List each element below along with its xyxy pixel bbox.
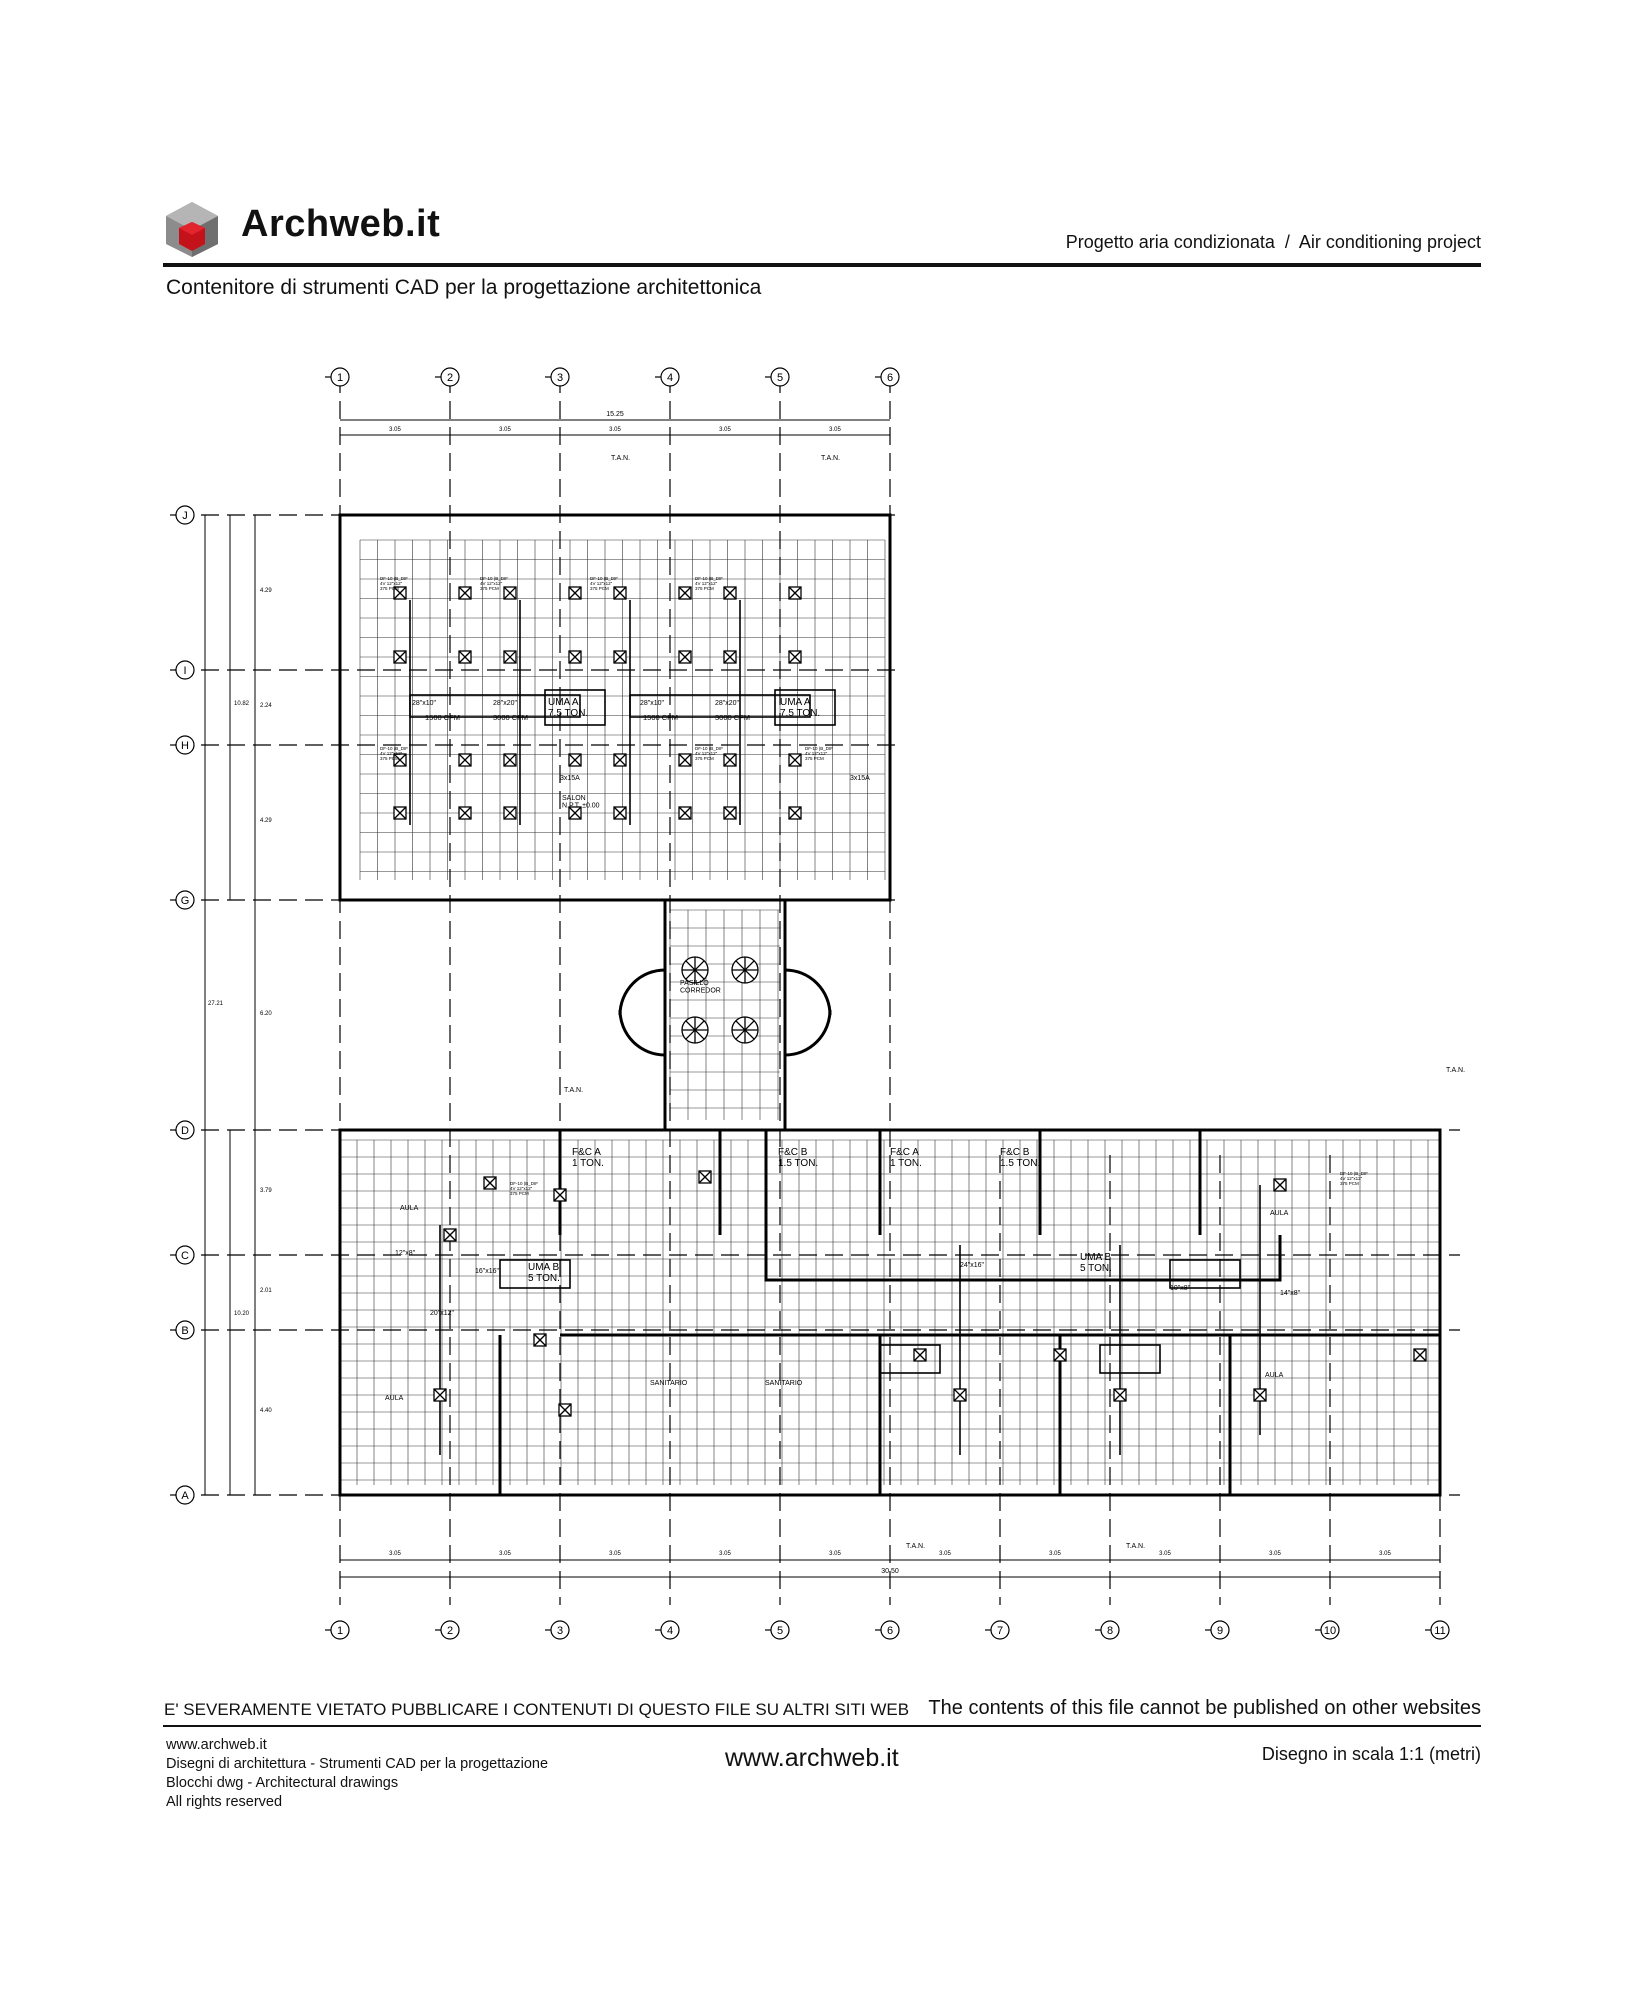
- diffuser-icon: [1274, 1179, 1286, 1191]
- footer-line[interactable]: www.archweb.it: [166, 1737, 267, 1753]
- footer-line: All rights reserved: [166, 1794, 283, 1810]
- grid-bubble-label: 3: [556, 372, 564, 384]
- fan-coil-unit: [880, 1345, 940, 1373]
- room-label: CORREDOR: [680, 987, 721, 995]
- exhaust-fan-icon: [732, 957, 758, 983]
- diffuser-icon: [679, 651, 691, 663]
- project-title: Progetto aria condizionata / Air conditioning project: [1065, 232, 1481, 252]
- door-swing: [785, 970, 830, 1015]
- diffuser-icon: [459, 651, 471, 663]
- grid-bubble: [325, 1621, 349, 1639]
- grid-bubble-label: 5: [776, 1625, 784, 1637]
- diffuser-label: 4V 12"x12": [510, 1185, 533, 1191]
- grid-bubbles: [170, 368, 1449, 1639]
- unit-label: F&C B: [778, 1147, 808, 1158]
- diffuser-icon: [679, 807, 691, 819]
- tan-label: T.A.N.: [1126, 1543, 1146, 1550]
- cfm-label: 1500 CFM: [643, 713, 679, 722]
- dimension-label: 3.05: [1159, 1551, 1171, 1557]
- footer-line: Blocchi dwg - Architectural drawings: [166, 1775, 399, 1791]
- grid-bubble: [170, 1246, 194, 1264]
- grid-bubble: [875, 1621, 899, 1639]
- grid-bubble-label: I: [183, 665, 187, 677]
- diffuser-label: DF-10 (B_DIF: [695, 746, 724, 751]
- unit-label: 5 TON.: [528, 1273, 560, 1284]
- grid-bubble-label: 4: [666, 372, 674, 384]
- door-swing: [620, 1010, 665, 1055]
- diffuser-icon: [679, 587, 691, 599]
- floor-plan-drawing: [160, 355, 1480, 1655]
- grid-bubble: [170, 1486, 194, 1504]
- dimension-label: 3.05: [939, 1551, 951, 1557]
- dimension-label: 3.05: [609, 1551, 621, 1557]
- dimension-label: 3.05: [1379, 1551, 1391, 1557]
- unit-label: F&C B: [1000, 1147, 1030, 1158]
- room-label: SANITARIO: [765, 1380, 803, 1387]
- diffuser-label: 4V 12"x12": [805, 750, 828, 756]
- duct-label: 14"x8": [1280, 1290, 1301, 1297]
- diffuser-icon: [504, 807, 516, 819]
- duct-label: 12"x8": [395, 1250, 416, 1257]
- unit-label: 7.5 TON.: [548, 708, 589, 719]
- unit-label: UMA B: [1080, 1252, 1112, 1263]
- grid-bubble: [435, 1621, 459, 1639]
- diffuser-icon: [699, 1171, 711, 1183]
- grid-bubble-label: 2: [446, 1625, 454, 1637]
- dimension-label: 15.25: [606, 411, 624, 418]
- unit-label: 7.5 TON.: [780, 708, 821, 719]
- diffuser-icon: [614, 587, 626, 599]
- grid-bubble: [435, 368, 459, 386]
- dimension-label: 10.82: [234, 701, 250, 707]
- grid-bubble-label: 9: [1216, 1625, 1224, 1637]
- diffuser-label: DF-10 (B_DIF: [380, 746, 409, 751]
- grid-bubble-label: 4: [666, 1625, 674, 1637]
- duct-label: 28"x20": [493, 700, 518, 707]
- diffuser-icon: [614, 651, 626, 663]
- grid-bubble-label: H: [181, 740, 189, 752]
- dimension-label: 4.29: [260, 588, 272, 594]
- diffuser-label: 4V 12"x12": [380, 750, 403, 756]
- dimension-label: 4.40: [260, 1408, 272, 1414]
- diffuser-icon: [459, 587, 471, 599]
- diffuser-icon: [789, 651, 801, 663]
- grid-bubble-label: D: [181, 1125, 189, 1137]
- diffuser-icon: [1114, 1389, 1126, 1401]
- grid-bubble-label: 1: [336, 372, 344, 384]
- diffuser-label: 4V 12"x12": [480, 580, 503, 586]
- diffuser-icon: [1054, 1349, 1066, 1361]
- tan-label: T.A.N.: [611, 455, 631, 462]
- grid-bubble: [1315, 1621, 1339, 1639]
- grid-bubble: [1095, 1621, 1119, 1639]
- room-label: AULA: [400, 1205, 419, 1212]
- room-label: SALON: [562, 795, 586, 802]
- footer-url-link[interactable]: www.archweb.it: [725, 1744, 899, 1772]
- diffuser-label: DF-10 (B_DIF: [380, 576, 409, 581]
- grid-bubble-label: 2: [446, 372, 454, 384]
- tan-label: T.A.N.: [821, 455, 841, 462]
- diffuser-label: 375 PCM: [695, 585, 714, 591]
- tan-label: T.A.N.: [1446, 1067, 1466, 1074]
- diffuser-label: DF-10 (B_DIF: [590, 576, 619, 581]
- diffuser-label: DF-10 (B_DIF: [805, 746, 834, 751]
- diffuser-icon: [614, 807, 626, 819]
- unit-label: 1.5 TON.: [778, 1158, 819, 1169]
- grid-bubble-label: 1: [336, 1625, 344, 1637]
- grid-bubble: [1205, 1621, 1229, 1639]
- diffuser-label: DF-10 (B_DIF: [510, 1181, 539, 1186]
- diffuser-icon: [724, 651, 736, 663]
- door-swing: [785, 1010, 830, 1055]
- unit-label: 1 TON.: [890, 1158, 922, 1169]
- grid-bubble: [170, 736, 194, 754]
- grid-bubble: [170, 1121, 194, 1139]
- brand-name: Archweb.it: [241, 203, 441, 245]
- diffuser-icon: [679, 754, 691, 766]
- grid-bubble: [765, 1621, 789, 1639]
- diffuser-label: 4V 12"x12": [380, 580, 403, 586]
- diffuser-icon: [534, 1334, 546, 1346]
- diffuser-icon: [459, 807, 471, 819]
- tan-label: T.A.N.: [906, 1543, 926, 1550]
- grid-bubble-label: 5: [776, 372, 784, 384]
- dimension-label: 2.24: [260, 703, 272, 709]
- dimension-label: 3.05: [389, 1551, 401, 1557]
- diffuser-label: 4V 12"x12": [1340, 1175, 1363, 1181]
- dimension-label: 3.05: [829, 1551, 841, 1557]
- room-label: N.P.T. ±0.00: [562, 802, 600, 810]
- duct-label: 28"x10": [412, 700, 437, 707]
- footer-credits: [166, 1736, 548, 1812]
- diffuser-label: 375 PCM: [480, 585, 499, 591]
- dimension-label: 27.21: [208, 1001, 224, 1007]
- diffuser-icon: [394, 807, 406, 819]
- grid-bubble: [1425, 1621, 1449, 1639]
- fan-coil-unit: [1100, 1345, 1160, 1373]
- air-handling-unit: [1170, 1260, 1240, 1288]
- grid-bubble-label: G: [180, 895, 190, 907]
- corridor-wall: [665, 900, 785, 1130]
- footer-line: Disegni di architettura - Strumenti CAD per la progettazione: [166, 1756, 549, 1772]
- diffuser-icon: [614, 754, 626, 766]
- diffuser-icon: [459, 754, 471, 766]
- diffuser-icon: [954, 1389, 966, 1401]
- diffuser-icon: [554, 1189, 566, 1201]
- copyright-warning-it: E' SEVERAMENTE VIETATO PUBBLICARE I CONTENUTI DI QUESTO FILE SU ALTRI SITI WEB: [164, 1700, 910, 1719]
- door-swing: [620, 970, 665, 1015]
- diffuser-label: 375 PCM: [590, 585, 609, 591]
- diffuser-label: 375 PCM: [695, 755, 714, 761]
- dimension-label: 3.05: [499, 427, 511, 433]
- diffuser-icon: [394, 651, 406, 663]
- diffuser-icon: [569, 754, 581, 766]
- grid-bubble: [875, 368, 899, 386]
- cfm-label: 1500 CFM: [425, 713, 461, 722]
- grid-bubble-label: J: [182, 510, 188, 522]
- grid-bubble: [170, 1321, 194, 1339]
- grid-bubble-label: 7: [996, 1625, 1004, 1637]
- grid-bubble: [170, 506, 194, 524]
- grid-bubble: [170, 661, 194, 679]
- diffuser-icon: [504, 754, 516, 766]
- footer-rule: [163, 1725, 1481, 1727]
- cfm-label: 3000 CFM: [715, 713, 751, 722]
- grid-bubble: [765, 368, 789, 386]
- duct-label: 16"x16": [475, 1268, 500, 1275]
- unit-label: UMA A: [548, 697, 579, 708]
- grid-bubble-label: 6: [886, 372, 894, 384]
- grid-bubble-label: 6: [886, 1625, 894, 1637]
- dimension-label: 3.05: [719, 1551, 731, 1557]
- dimension-label: 3.05: [829, 427, 841, 433]
- diffuser-label: 375 PCM: [1340, 1180, 1359, 1186]
- grid-bubble-label: 8: [1106, 1625, 1114, 1637]
- dimension-label: 10.20: [234, 1311, 250, 1317]
- exhaust-fan-icon: [732, 1017, 758, 1043]
- grid-bubble: [985, 1621, 1009, 1639]
- dimension-label: 3.79: [260, 1188, 272, 1194]
- diffuser-label: DF-10 (B_DIF: [695, 576, 724, 581]
- diffuser-icon: [1254, 1389, 1266, 1401]
- dimension-label: 3.05: [1049, 1551, 1061, 1557]
- diffuser-icon: [434, 1389, 446, 1401]
- room-label: PASILLO: [680, 980, 709, 987]
- diffuser-icon: [1414, 1349, 1426, 1361]
- dimension-label: 3.05: [719, 427, 731, 433]
- drawing-scale: Disegno in scala 1:1 (metri): [1261, 1744, 1481, 1764]
- diffuser-icon: [724, 754, 736, 766]
- grid-bubble-label: A: [181, 1490, 189, 1502]
- diffuser-icon: [504, 651, 516, 663]
- grid-bubble: [545, 368, 569, 386]
- exhaust-fan-icon: [682, 1017, 708, 1043]
- diffuser-icon: [789, 754, 801, 766]
- dimension-label: 3.05: [1269, 1551, 1281, 1557]
- duct-label: 3x15A: [560, 775, 580, 782]
- duct-label: 20"x12": [430, 1310, 455, 1317]
- diffuser-icon: [444, 1229, 456, 1241]
- diffuser-label: 4V 12"x12": [590, 580, 613, 586]
- unit-label: 1.5 TON.: [1000, 1158, 1041, 1169]
- duct-label: 10"x8": [1170, 1285, 1191, 1292]
- diffuser-label: DF-10 (B_DIF: [480, 576, 509, 581]
- grid-bubble-label: 3: [556, 1625, 564, 1637]
- page-subtitle: Contenitore di strumenti CAD per la progettazione architettonica: [166, 276, 762, 299]
- duct-label: 3x15A: [850, 775, 870, 782]
- diffuser-label: 375 PCM: [510, 1190, 529, 1196]
- diffuser-icon: [789, 807, 801, 819]
- duct-label: 24"x16": [960, 1262, 985, 1269]
- unit-label: UMA A: [780, 697, 811, 708]
- dimension-label: 3.05: [609, 427, 621, 433]
- diffuser-label: DF-10 (B_DIF: [1340, 1171, 1369, 1176]
- grid-bubble-label: C: [181, 1250, 189, 1262]
- archweb-logo-icon: [163, 200, 221, 258]
- diffuser-icon: [914, 1349, 926, 1361]
- duct-label: 28"x20": [715, 700, 740, 707]
- dimension-label: 4.29: [260, 818, 272, 824]
- dimension-label: 3.05: [499, 1551, 511, 1557]
- diffuser-icon: [559, 1404, 571, 1416]
- room-label: SANITARIO: [650, 1380, 688, 1387]
- diffuser-label: 4V 12"x12": [695, 750, 718, 756]
- grid-bubble: [655, 368, 679, 386]
- diffuser-label: 375 PCM: [380, 755, 399, 761]
- diffuser-icon: [484, 1177, 496, 1189]
- room-label: AULA: [1265, 1372, 1284, 1379]
- grid-bubble-label: 11: [1434, 1625, 1446, 1637]
- dimension-lines: [205, 420, 1440, 1577]
- unit-label: UMA B: [528, 1262, 560, 1273]
- grid-bubble: [325, 368, 349, 386]
- grid-bubble: [655, 1621, 679, 1639]
- unit-label: F&C A: [890, 1147, 919, 1158]
- diffuser-icon: [724, 807, 736, 819]
- dimension-label: 3.05: [389, 427, 401, 433]
- duct-label: 28"x10": [640, 700, 665, 707]
- unit-label: 1 TON.: [572, 1158, 604, 1169]
- room-label: AULA: [385, 1395, 404, 1402]
- copyright-warning-en: The contents of this file cannot be published on other websites: [928, 1697, 1481, 1719]
- grid-bubble-label: B: [181, 1325, 189, 1337]
- cfm-label: 3000 CFM: [493, 713, 529, 722]
- tan-label: T.A.N.: [564, 1087, 584, 1094]
- dimension-label: 2.01: [260, 1288, 272, 1294]
- unit-label: 5 TON.: [1080, 1263, 1112, 1274]
- diffuser-icon: [789, 587, 801, 599]
- header-rule: [163, 263, 1481, 267]
- diffuser-label: 375 PCM: [805, 755, 824, 761]
- diffuser-icon: [504, 587, 516, 599]
- diffuser-label: 375 PCM: [380, 585, 399, 591]
- plan-labels: [208, 411, 1465, 1575]
- diffuser-icon: [569, 587, 581, 599]
- room-label: AULA: [1270, 1210, 1289, 1217]
- unit-label: F&C A: [572, 1147, 601, 1158]
- diffuser-icon: [569, 651, 581, 663]
- diffuser-label: 4V 12"x12": [695, 580, 718, 586]
- grid-bubble: [170, 891, 194, 909]
- grid-bubble-label: 10: [1323, 1625, 1337, 1637]
- dimension-label: 6.20: [260, 1011, 272, 1017]
- grid-bubble: [545, 1621, 569, 1639]
- dimension-label: 30.50: [881, 1568, 899, 1575]
- diffuser-icon: [724, 587, 736, 599]
